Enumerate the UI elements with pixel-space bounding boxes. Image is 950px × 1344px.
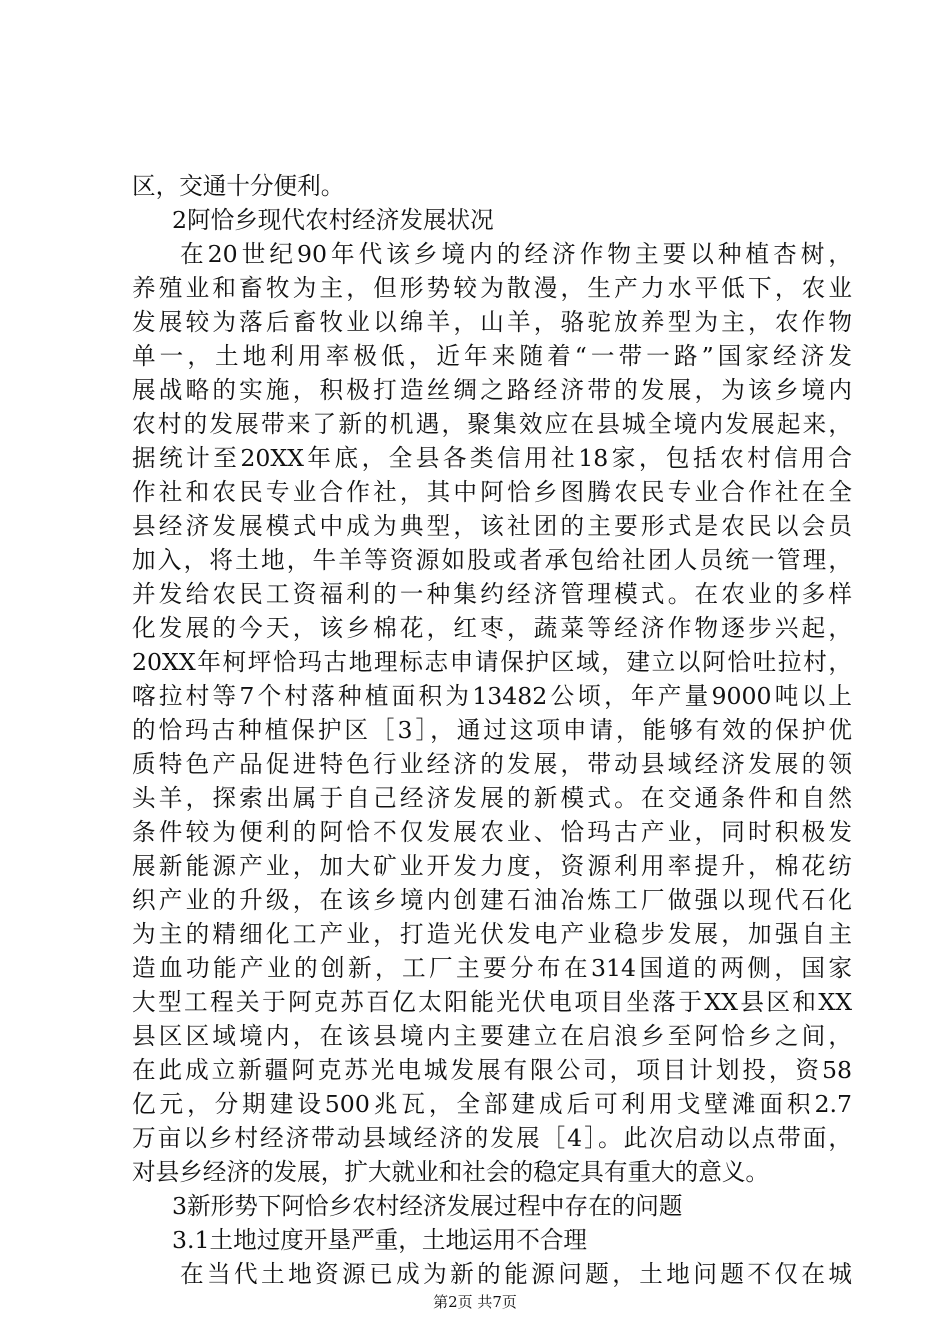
text-line: 并发给农民工资福利的一种集约经济管理模式。在农业的多样 bbox=[132, 580, 852, 608]
text-line: 质特色产品促进特色行业经济的发展，带动县域经济发展的领 bbox=[132, 750, 852, 778]
text-line: 化发展的今天，该乡棉花，红枣，蔬菜等经济作物逐步兴起， bbox=[132, 614, 852, 642]
text-line: 作社和农民专业合作社，其中阿恰乡图腾农民专业合作社在全 bbox=[132, 478, 852, 506]
text-line: 在当代土地资源已成为新的能源问题，土地问题不仅在城 bbox=[180, 1260, 852, 1288]
text-line: 的恰玛古种植保护区［3］，通过这项申请，能够有效的保护优 bbox=[132, 716, 852, 744]
text-line: 展新能源产业，加大矿业开发力度，资源利用率提升，棉花纺 bbox=[132, 852, 852, 880]
text-line: 为主的精细化工产业，打造光伏发电产业稳步发展，加强自主 bbox=[132, 920, 852, 948]
section-heading: 3新形势下阿恰乡农村经济发展过程中存在的问题 bbox=[172, 1192, 683, 1220]
text-line: 大型工程关于阿克苏百亿太阳能光伏电项目坐落于XX县区和XX bbox=[132, 988, 852, 1016]
text-line: 县经济发展模式中成为典型，该社团的主要形式是农民以会员 bbox=[132, 512, 852, 540]
subsection-heading: 3.1土地过度开垦严重，土地运用不合理 bbox=[172, 1226, 588, 1254]
text-line: 在20世纪90年代该乡境内的经济作物主要以种植杏树， bbox=[180, 240, 852, 268]
text-line: 亿元，分期建设500兆瓦，全部建成后可利用戈壁滩面积2.7 bbox=[132, 1090, 852, 1118]
text-line: 区，交通十分便利。 bbox=[132, 172, 345, 200]
section-heading: 2阿恰乡现代农村经济发展状况 bbox=[172, 206, 494, 234]
text-line: 养殖业和畜牧为主，但形势较为散漫，生产力水平低下，农业 bbox=[132, 274, 852, 302]
text-line: 农村的发展带来了新的机遇，聚集效应在县城全境内发展起来， bbox=[132, 410, 852, 438]
text-line: 织产业的升级，在该乡境内创建石油冶炼工厂做强以现代石化 bbox=[132, 886, 852, 914]
text-line: 条件较为便利的阿恰不仅发展农业、恰玛古产业，同时积极发 bbox=[132, 818, 852, 846]
text-line: 喀拉村等7个村落种植面积为13482公顷，年产量9000吨以上 bbox=[132, 682, 852, 710]
text-line: 对县乡经济的发展，扩大就业和社会的稳定具有重大的意义。 bbox=[132, 1158, 770, 1186]
text-line: 万亩以乡村经济带动县域经济的发展［4］。此次启动以点带面， bbox=[132, 1124, 852, 1152]
text-line: 在此成立新疆阿克苏光电城发展有限公司，项目计划投，资58 bbox=[132, 1056, 852, 1084]
text-line: 造血功能产业的创新，工厂主要分布在314国道的两侧，国家 bbox=[132, 954, 852, 982]
text-line: 20XX年柯坪恰玛古地理标志申请保护区域，建立以阿恰吐拉村， bbox=[132, 648, 852, 676]
text-line: 加入，将土地，牛羊等资源如股或者承包给社团人员统一管理， bbox=[132, 546, 852, 574]
text-line: 发展较为落后畜牧业以绵羊，山羊，骆驼放养型为主，农作物 bbox=[132, 308, 852, 336]
text-line: 头羊，探索出属于自己经济发展的新模式。在交通条件和自然 bbox=[132, 784, 852, 812]
page-number: 第2页 共7页 bbox=[433, 1293, 517, 1311]
text-line: 县区区域境内，在该县境内主要建立在启浪乡至阿恰乡之间， bbox=[132, 1022, 852, 1050]
text-line: 单一，土地利用率极低，近年来随着“一带一路”国家经济发 bbox=[132, 342, 852, 370]
text-line: 据统计至20XX年底，全县各类信用社18家，包括农村信用合 bbox=[132, 444, 852, 472]
text-line: 展战略的实施，积极打造丝绸之路经济带的发展，为该乡境内 bbox=[132, 376, 852, 404]
